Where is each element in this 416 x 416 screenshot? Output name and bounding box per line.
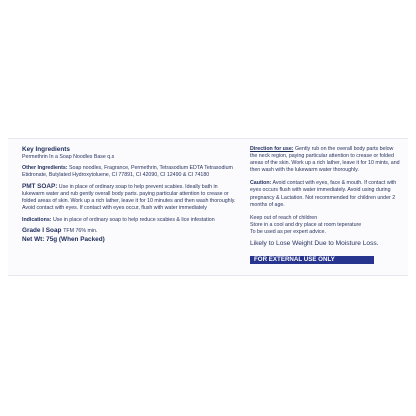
caution-label: Caution:	[250, 180, 272, 187]
right-column	[250, 146, 402, 266]
net-weight: Net Wt: 75g (When Packed)	[22, 235, 105, 243]
storage-line-advice: To be used as per expert advice.	[250, 228, 326, 235]
indications-section	[22, 217, 240, 224]
external-use-badge: FOR EXTERNAL USE ONLY	[250, 256, 374, 264]
key-ingredients-value: Permethrin In a Soap Noodles Base q.s	[22, 154, 115, 160]
grade-value: TFM 76% min.	[63, 227, 98, 234]
storage-line-temperature: Store in a cool and dry place at room teperature	[250, 221, 362, 228]
other-ingredients-label: Other Ingredients:	[22, 165, 68, 171]
left-column	[22, 146, 240, 244]
other-ingredients	[22, 165, 240, 179]
storage-section	[250, 215, 402, 236]
other-ingredients-text: Soap noodles, Fragrance, Permethrin, Tetrasodium EDTA Tetrasodium Etidronate, Butylated Hydroxytoluene, CI 77891, CI 42090, CI 12490 & CI 74180	[22, 165, 233, 179]
grade-label: Grade I Soap	[22, 226, 62, 234]
indications-text: Use in place of ordinary soap to help reduce scabies & lice infestation	[52, 216, 215, 223]
pmt-soap-text: Use in place of ordinary soap to help prevent scabies. Ideally bath in lukewarm water and rub gently overall body parts. paying particular attention to crease or folded areas of skin. Work up a rich lather, leave it for 10 minutes and then wash thoroughly. Avoid contact with eyes. If contact with eyes occur, flush with water immediately	[22, 184, 236, 212]
pmt-soap-label: PMT SOAP:	[22, 183, 58, 191]
moisture-warning: Likely to Lose Weight Due to Moisture Loss.	[250, 240, 379, 248]
pmt-soap-section	[22, 183, 240, 212]
direction-label: Direction for use:	[250, 146, 294, 152]
caution-section	[250, 180, 402, 208]
indications-label: Indications:	[22, 216, 52, 223]
caution-text: Avoid contact with eyes, face & mouth. If contact with eyes occurs flush with water immediately. Avoid using during pregnancy & Lactation. Not recommended for children under 2 months of age.	[250, 180, 397, 208]
storage-line-children: Keep out of reach of children	[250, 214, 318, 221]
key-ingredients-heading: Key Ingredients	[22, 146, 70, 153]
direction-section	[250, 146, 402, 174]
direction-text: Gently rub on the overall body parts below the neck region, paying particular attention to crease or folded areas of the skin. Work up a rich lather, leave it for 10 mints, and then wash with the lukewarm water thoroughly.	[250, 146, 400, 174]
grade-line	[22, 227, 240, 235]
